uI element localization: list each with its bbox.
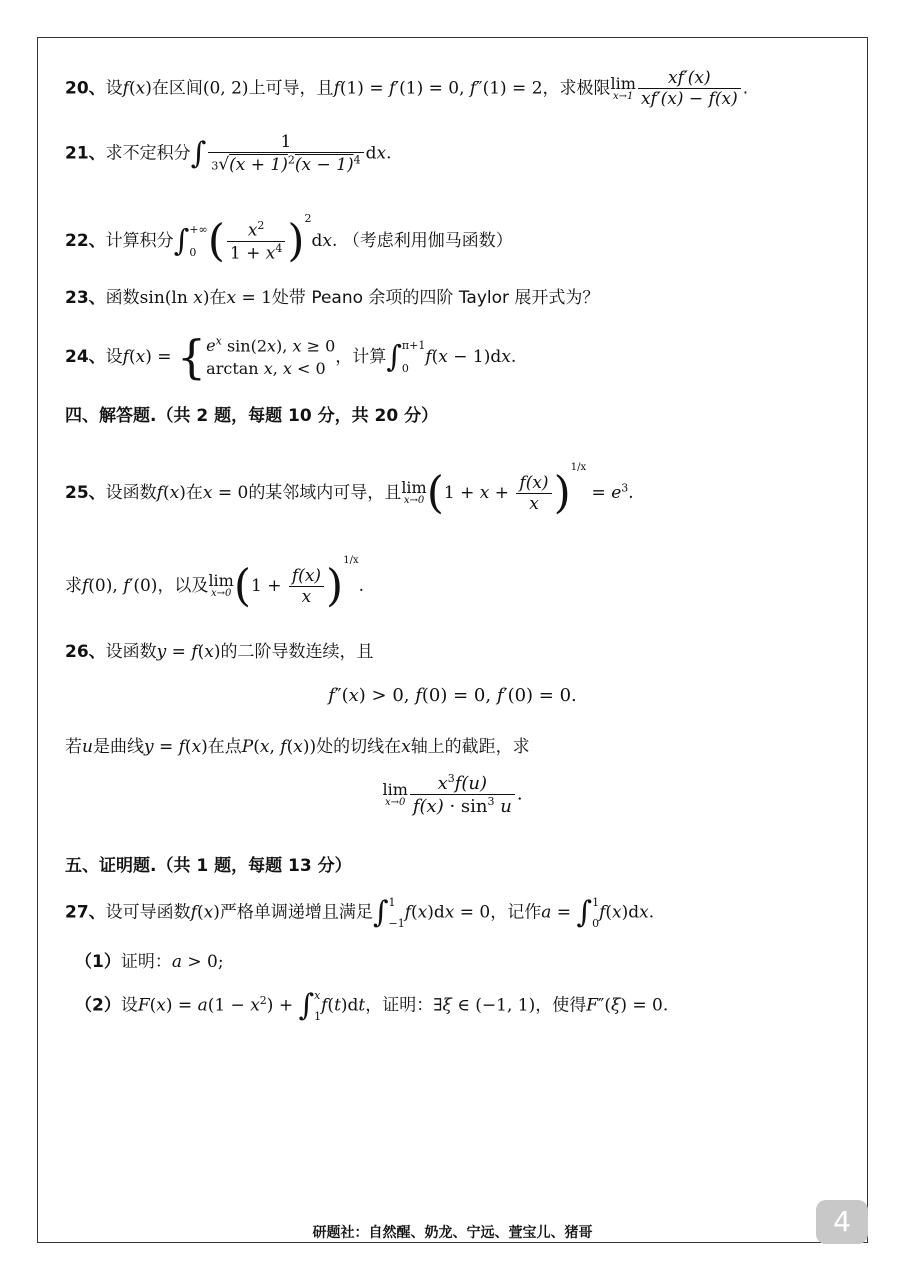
integrand-fraction: $\frac{1}{3√(x + 1)^2(x - 1)^4}$	[208, 132, 363, 175]
limit-fraction: $\frac{xf'(x)}{xf'(x) - f(x)}$	[638, 68, 741, 109]
section-5-heading: 五、证明题.（共 1 题，每题 13 分）	[65, 856, 352, 876]
limit-fraction: $\frac{f(x)}{x}$	[289, 566, 324, 607]
question-26-condition: f″(x) > 0, f(0) = 0, f′(0) = 0.	[328, 685, 577, 706]
question-27: 27、设可导函数f(x)严格单调递增且满足∫ 1 −1 f(x)dx = 0，记作a = ∫ 1 0 f(x)dx.	[65, 895, 655, 930]
limit-fraction: $\frac{f(x)}{x}$	[516, 473, 551, 514]
question-22: 22、计算积分∫ +∞ 0 ( $\frac{x^2}{1 + x^4}$ )$^2$dx. （考虑利用伽马函数）	[65, 212, 513, 267]
question-21: 21、求不定积分∫ $\frac{1}{3√(x + 1)^2(x - 1)^4}$ dx.	[65, 132, 392, 175]
question-24: 24、设f(x) = { $e^x$ sin(2x), x ≥ 0 arctan x, x < 0 ，计算∫ π+1 0 f(x − 1)dx.	[65, 330, 517, 384]
piecewise-cases: $e^x$ sin(2x), x ≥ 0 arctan x, x < 0	[206, 334, 336, 379]
question-25: 25、设函数f(x)在x = 0的某邻域内可导，且 lim x→0 (1 + x + $\frac{f(x)}{x}$ )$^{1/x} = e^3$.	[65, 462, 634, 519]
question-23: 23、函数sin(ln x)在x = 1处带 Peano 余项的四阶 Taylor 展开式为？	[65, 288, 600, 308]
question-27-part-2: （2）设$F(x) = a(1 - x^2)$ + ∫ x 1 f(t)dt，证明：∃ξ ∈ (−1, 1)，使得F″(ξ) = 0.	[75, 988, 669, 1023]
question-26: 26、设函数y = f(x)的二阶导数连续，且	[65, 642, 374, 662]
page-number-badge: 4	[816, 1200, 868, 1244]
integrand-fraction: $\frac{x^2}{1 + x^4}$	[227, 219, 285, 263]
question-25-ask: 求f(0), f′(0)，以及 lim x→0 (1 + $\frac{f(x)}{x}$ )$^{1/x}$.	[65, 555, 364, 612]
section-4-heading: 四、解答题.（共 2 题，每题 10 分，共 20 分）	[65, 406, 439, 426]
footer-credits: 研题社：自然醒、奶龙、宁远、萱宝儿、猪哥	[312, 1225, 593, 1241]
question-27-part-1: （1）证明：a > 0;	[75, 952, 224, 972]
question-26-line2: 若u是曲线y = f(x)在点P(x, f(x))处的切线在x轴上的截距，求	[65, 737, 530, 757]
question-20: 20、设f(x)在区间(0, 2)上可导，且f(1) = f′(1) = 0, f″(1) = 2，求极限 lim x→1 $\frac{xf'(x)}{xf'(x) - f(x)}$ .	[65, 68, 749, 109]
question-26-limit: lim x→0 $\frac{x^3f(u)}{f(x) \cdot \sin^3 u}$ .	[382, 772, 523, 817]
limit-fraction: $\frac{x^3f(u)}{f(x) \cdot \sin^3 u}$	[410, 772, 515, 817]
